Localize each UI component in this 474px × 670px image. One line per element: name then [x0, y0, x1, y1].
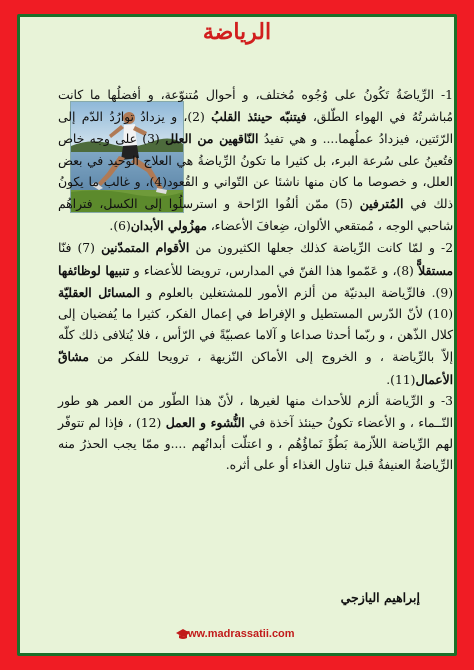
bold-term: الأقوام المتمدّنين [101, 240, 190, 256]
bold-term: النّاقهين من العلل [165, 131, 259, 147]
text-run: (6). [109, 219, 131, 234]
bold-term: تنبيها لوظائفها [58, 262, 130, 278]
page-title: الرياضة [202, 19, 272, 45]
paragraph-1 [58, 85, 453, 237]
text-run: (2)، و يزدادُ توارُدُ الدّم إلى الرّئتين، فيزدادُ عملُهما.... و هي تفيدُ [58, 110, 453, 147]
text-run: (3) على وجه خاص فتُعينُ على سُرعة البرء، بل كثيرا ما تكونُ الرِّياضةُ هي العلاج الوحيد في بعض العلل، و خصوصا ما كان منها ناشئا عن التّواني و القُعود(4)، و غالب ما يكونُ ذلك في [58, 132, 453, 212]
author-name: إبراهيم اليازجي [340, 590, 420, 605]
text-run: (10) لأنّ الدّرس المستطيل و الإفراط في إعمال الفكر، كثيرا ما يُفضيان إلى كلال الذّهن ، و ربّما أحدثا صداعا و آلاما عصبيّةً في الرّأس ، فلا يُتلافى ذلك كلّه إلاّ بالرِّياضة ، و الخروج إلى الأماكن النّزيهة ، ترويحا للفكر من [58, 307, 453, 365]
article-body [58, 85, 453, 477]
text-run: (8)، و عَمّموا هذا الفنّ في المدارس، ترويضا للأعضاء و [129, 263, 419, 278]
bold-term: المُترفين [359, 196, 404, 212]
site-link[interactable]: www.madrassatii.com [179, 628, 295, 640]
bold-term: النُّشوء و العمل [165, 415, 245, 431]
bold-term: فيتنبّه حينئذ القلبُ [211, 109, 307, 125]
text-run: (7) فنّا [58, 241, 102, 256]
paragraph-3 [58, 391, 453, 477]
text-run: 1- الرِّياضَةُ تَكُونُ على وُجُوه مُختلف، و أحوال مُتنوّعة، و أفضلُها ما كانت مُباشرتُهُ في الهواء الطّلق، [58, 88, 454, 125]
text-run: (12) ، فإذا لم تتوفّر لهم الرِّياضة اللاّزمة بَطُؤَ نَماؤُهُم ، و اعتلّت أبدانُهم ....و ممّا يجب الحذرُ منه الرِّياضةُ العنيفةُ قبل تناول الغذاء أو على أثره. [58, 416, 453, 473]
text-run: 2- و لمّا كانت الرِّياضة كذلك جعلها الكثيرون من [189, 241, 454, 256]
bold-term: مستقلاًّ [418, 262, 453, 278]
text-run: (11). [386, 372, 416, 387]
text-run: (9). فالرِّياضة البدنيّة من ألزم الأمور للمشتغلين بالعلوم و [140, 285, 453, 300]
bold-term: المسائل العقليّة [58, 284, 140, 300]
document-card [17, 14, 457, 656]
text-run: 3- و الرِّياضة ألزم للأحداث منها لغيرها ، لأنّ هذا الطّور من العمر هو طور النّــماء ، و الأعضاء تكونُ حينئذ آخذة في [58, 393, 453, 431]
text-run: (5) ممّن ألفُوا الرّاحة و استرسلُوا إلى الكسل، فتراهُم شاحبي الوجه ، مُمتقعي الألوان، ضِعافَ الأعضاء، [58, 197, 453, 234]
paragraph-2 [58, 237, 453, 390]
bold-term: مشاقّ الأعمال [58, 349, 453, 387]
bold-term: مهزُولي الأبدان [130, 218, 207, 234]
